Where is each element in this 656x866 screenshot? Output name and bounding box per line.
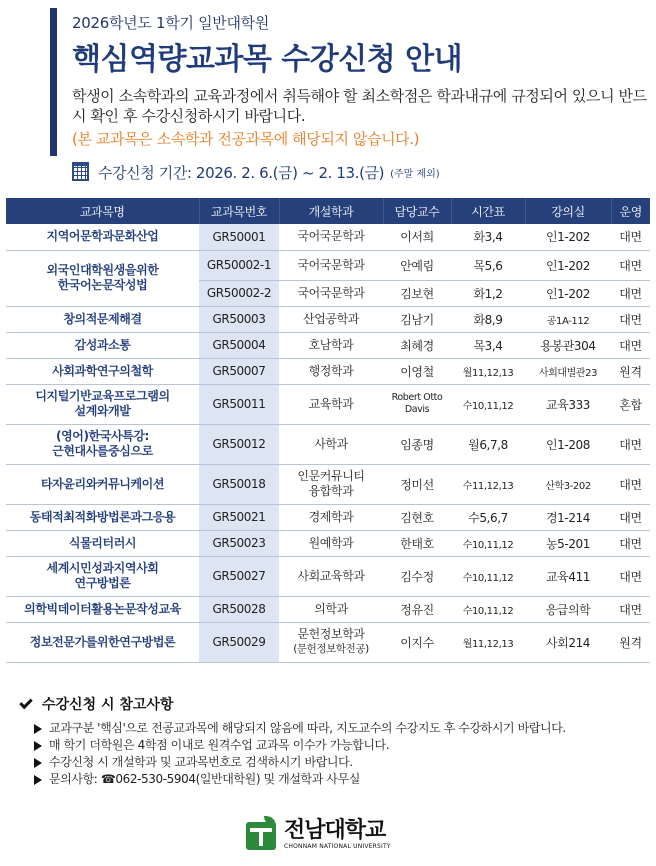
header-schedule: 시간표 <box>451 198 525 224</box>
cell-course-name: 타자윤리와커뮤니케이션 <box>6 464 199 504</box>
description-text: 학생이 소속학과의 교육과정에서 취득해야 할 최소학점은 학과내규에 규정되어 있으니 반드시 확인 후 수강신청하시기 바랍니다. <box>72 87 647 125</box>
cell-course-code: GR50018 <box>199 464 279 504</box>
table-row <box>6 332 650 358</box>
cell-department: 원예학과 <box>279 530 383 556</box>
cell-course-code: GR50002-1 <box>199 250 279 280</box>
cell-department: 의학과 <box>279 596 383 622</box>
cell-classroom: 인1-208 <box>525 424 611 464</box>
cell-course-name: 창의적문제해결 <box>6 306 199 332</box>
cell-department: 경제학과 <box>279 504 383 530</box>
cell-mode: 대면 <box>611 530 650 556</box>
cell-department: 국어국문학과 <box>279 250 383 280</box>
cell-professor: 김남기 <box>383 306 451 332</box>
table-row <box>6 504 650 530</box>
cell-classroom: 교육333 <box>525 384 611 424</box>
cell-schedule: 화8,9 <box>451 306 525 332</box>
cell-mode: 대면 <box>611 280 650 306</box>
cell-professor: Robert Otto Davis <box>383 384 451 424</box>
cell-professor: 정유진 <box>383 596 451 622</box>
cell-classroom: 용봉관304 <box>525 332 611 358</box>
cell-course-code: GR50004 <box>199 332 279 358</box>
cell-professor: 안예림 <box>383 250 451 280</box>
period-note: (주말 제외) <box>390 168 440 180</box>
table-row <box>6 596 650 622</box>
note-item <box>34 737 644 754</box>
cell-schedule: 수10,11,12 <box>451 384 525 424</box>
table-header-row <box>6 198 650 224</box>
table-row <box>6 464 650 504</box>
cell-department: 국어국문학과 <box>279 280 383 306</box>
note-text: 매 학기 더학원은 4학점 이내로 원격수업 교과목 이수가 가능합니다. <box>49 738 390 752</box>
cell-department: 인문커뮤니티 융합학과 <box>279 464 383 504</box>
cell-mode: 대면 <box>611 424 650 464</box>
university-name: 전남대학교 <box>284 817 386 843</box>
page-subtitle: 2026학년도 1학기 일반대학원 <box>72 14 270 32</box>
department-name: 문헌정보학과 <box>297 627 365 641</box>
cell-professor: 임종명 <box>383 424 451 464</box>
cell-department: 산업공학과 <box>279 306 383 332</box>
cell-course-code: GR50001 <box>199 224 279 250</box>
cell-classroom: 교육411 <box>525 556 611 596</box>
cell-schedule: 수10,11,12 <box>451 596 525 622</box>
cell-professor: 김수정 <box>383 556 451 596</box>
cell-classroom: 공1A-112 <box>525 306 611 332</box>
notes-header <box>14 694 644 714</box>
triangle-bullet-icon <box>34 775 42 785</box>
cell-schedule: 월11,12,13 <box>451 622 525 662</box>
cell-mode: 대면 <box>611 306 650 332</box>
cell-schedule: 목5,6 <box>451 250 525 280</box>
cell-mode: 혼합 <box>611 384 650 424</box>
table-row <box>6 556 650 596</box>
note-text: 교과구분 '핵심'으로 전공교과목에 해당되지 않음에 따라, 지도교수의 수강지도 후 수강하시기 바랍니다. <box>49 721 566 735</box>
cell-mode: 원격 <box>611 358 650 384</box>
cell-schedule: 화3,4 <box>451 224 525 250</box>
cell-course-name: 동태적최적화방법론과그응용 <box>6 504 199 530</box>
table-row <box>6 358 650 384</box>
cell-professor: 이지수 <box>383 622 451 662</box>
cell-course-code: GR50003 <box>199 306 279 332</box>
table-row <box>6 250 650 280</box>
cell-professor: 김현호 <box>383 504 451 530</box>
note-item <box>34 771 644 788</box>
triangle-bullet-icon <box>34 758 42 768</box>
note-text: 문의사항: ☎062-530-5904(일반대학원) 및 개설학과 사무실 <box>49 772 360 786</box>
cell-schedule: 수10,11,12 <box>451 556 525 596</box>
cell-department: 행정학과 <box>279 358 383 384</box>
cell-mode: 대면 <box>611 332 650 358</box>
cell-course-name: 디지털기반교육프로그램의 설계와개발 <box>6 384 199 424</box>
cell-department <box>279 622 383 662</box>
cell-schedule: 목3,4 <box>451 332 525 358</box>
note-item <box>34 720 644 737</box>
cell-department: 교육학과 <box>279 384 383 424</box>
cell-professor: 한태호 <box>383 530 451 556</box>
header-professor: 담당교수 <box>383 198 451 224</box>
page-title: 핵심역량교과목 수강신청 안내 <box>72 42 463 77</box>
cell-department: 사회교육학과 <box>279 556 383 596</box>
cell-classroom: 사회대별관23 <box>525 358 611 384</box>
cell-mode: 원격 <box>611 622 650 662</box>
cell-classroom: 산학3-202 <box>525 464 611 504</box>
cell-course-name: 사회과학연구의철학 <box>6 358 199 384</box>
cell-mode: 대면 <box>611 224 650 250</box>
registration-period <box>72 160 440 184</box>
notes-title: 수강신청 시 참고사항 <box>42 697 174 713</box>
header-course-code: 교과목번호 <box>199 198 279 224</box>
period-label: 수강신청 기간: 2026. 2. 6.(금) ~ 2. 13.(금) <box>98 163 385 182</box>
cell-course-code: GR50028 <box>199 596 279 622</box>
cell-department: 국어국문학과 <box>279 224 383 250</box>
cell-mode: 대면 <box>611 556 650 596</box>
cell-course-code: GR50027 <box>199 556 279 596</box>
table-row <box>6 224 650 250</box>
university-name-en: CHONNAM NATIONAL UNIVERSITY <box>284 842 391 850</box>
notice-text: (본 교과목은 소속학과 전공과목에 해당되지 않습니다.) <box>72 130 420 148</box>
cell-professor: 이영철 <box>383 358 451 384</box>
cell-course-name: 정보전문가를위한연구방법론 <box>6 622 199 662</box>
cell-course-name: (영어)한국사특강: 근현대사를중심으로 <box>6 424 199 464</box>
table-row <box>6 530 650 556</box>
triangle-bullet-icon <box>34 724 42 734</box>
cell-department: 사학과 <box>279 424 383 464</box>
cell-course-code: GR50021 <box>199 504 279 530</box>
header-mode: 운영 <box>611 198 650 224</box>
cell-professor: 이서희 <box>383 224 451 250</box>
notes-section <box>14 694 644 788</box>
cell-classroom: 응급의학 <box>525 596 611 622</box>
department-sub: (문헌정보학전공) <box>293 643 369 655</box>
cell-mode: 대면 <box>611 464 650 504</box>
cell-classroom: 인1-202 <box>525 250 611 280</box>
cell-schedule: 월6,7,8 <box>451 424 525 464</box>
table-row <box>6 424 650 464</box>
note-item <box>34 754 644 771</box>
cell-classroom: 인1-202 <box>525 280 611 306</box>
cell-classroom: 농5-201 <box>525 530 611 556</box>
header-department: 개설학과 <box>279 198 383 224</box>
cell-schedule: 수11,12,13 <box>451 464 525 504</box>
calendar-icon <box>72 164 89 181</box>
course-table <box>6 198 650 663</box>
cell-classroom: 인1-202 <box>525 224 611 250</box>
note-text: 수강신청 시 개설학과 및 교과목번호로 검색하시기 바랍니다. <box>49 755 353 769</box>
cell-mode: 대면 <box>611 250 650 280</box>
cell-course-code: GR50002-2 <box>199 280 279 306</box>
cell-professor: 최혜경 <box>383 332 451 358</box>
table-row <box>6 384 650 424</box>
table-row <box>6 622 650 662</box>
checkmark-icon <box>19 695 32 708</box>
header <box>50 8 650 156</box>
cell-course-code: GR50029 <box>199 622 279 662</box>
cell-professor: 정미선 <box>383 464 451 504</box>
cell-schedule: 화1,2 <box>451 280 525 306</box>
cell-course-code: GR50011 <box>199 384 279 424</box>
triangle-bullet-icon <box>34 741 42 751</box>
footer-logo <box>244 814 414 854</box>
header-course-name: 교과목명 <box>6 198 199 224</box>
cell-course-name: 지역어문학과문화산업 <box>6 224 199 250</box>
university-logo-icon <box>244 816 278 852</box>
cell-mode: 대면 <box>611 596 650 622</box>
cell-course-name: 의학빅데이터활용논문작성교육 <box>6 596 199 622</box>
cell-course-name: 감성과소통 <box>6 332 199 358</box>
cell-schedule: 수10,11,12 <box>451 530 525 556</box>
cell-course-name: 외국인대학원생을위한 한국어논문작성법 <box>6 250 199 306</box>
cell-course-name: 식물리터러시 <box>6 530 199 556</box>
cell-schedule: 수5,6,7 <box>451 504 525 530</box>
cell-course-code: GR50012 <box>199 424 279 464</box>
cell-classroom: 사회214 <box>525 622 611 662</box>
cell-classroom: 경1-214 <box>525 504 611 530</box>
header-accent-bar <box>50 8 57 156</box>
cell-schedule: 월11,12,13 <box>451 358 525 384</box>
cell-course-code: GR50023 <box>199 530 279 556</box>
table-row <box>6 306 650 332</box>
header-classroom: 강의실 <box>525 198 611 224</box>
cell-course-code: GR50007 <box>199 358 279 384</box>
cell-professor: 김보현 <box>383 280 451 306</box>
cell-department: 호남학과 <box>279 332 383 358</box>
cell-mode: 대면 <box>611 504 650 530</box>
cell-course-name: 세계시민성과지역사회 연구방법론 <box>6 556 199 596</box>
